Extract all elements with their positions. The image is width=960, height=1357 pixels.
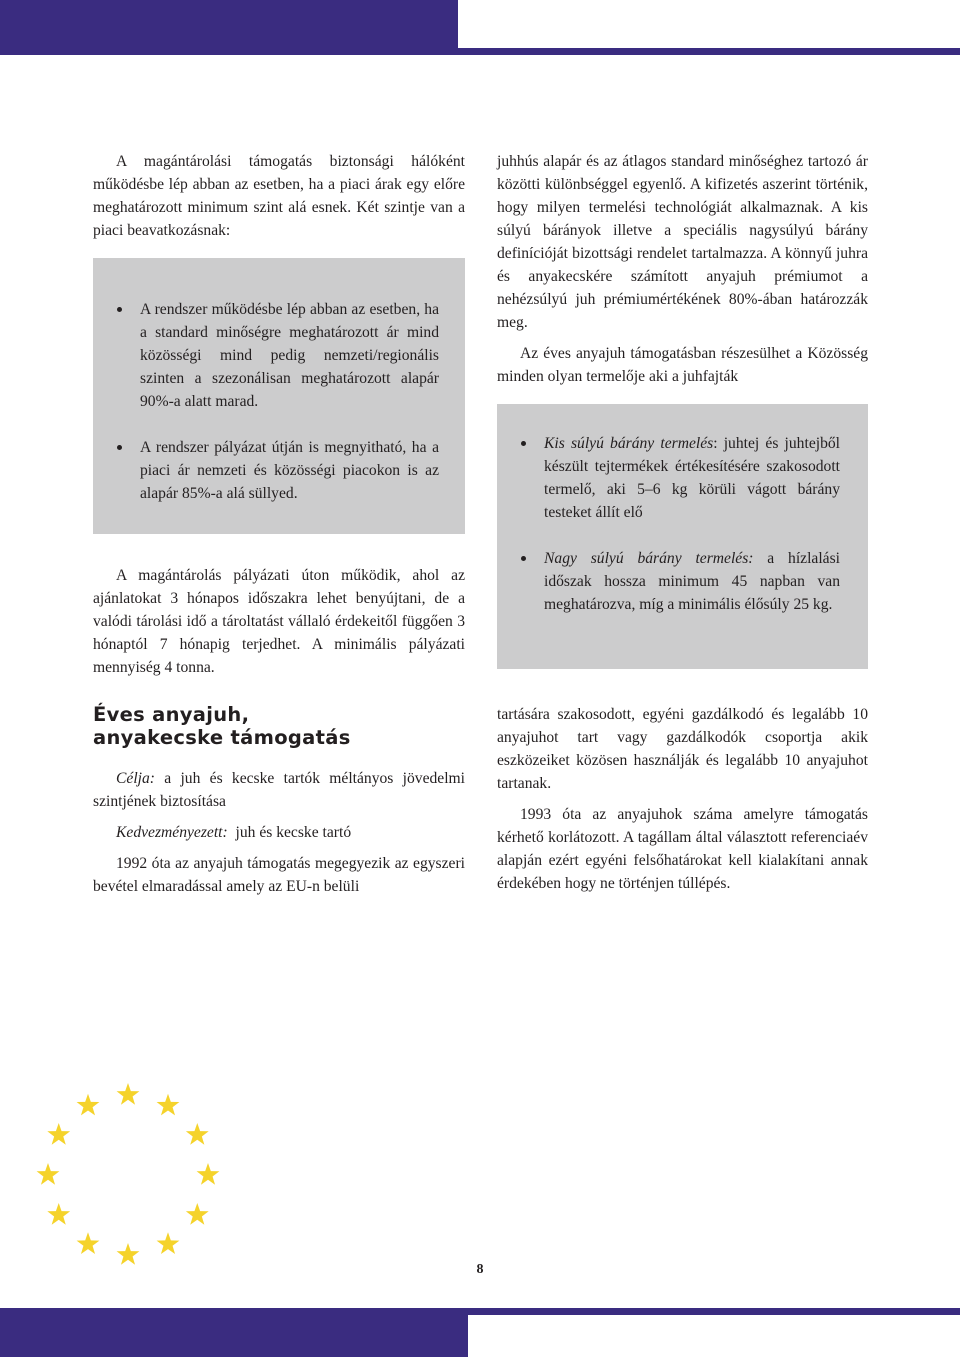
- intervention-levels-box: [93, 258, 465, 534]
- section-heading: Éves anyajuh, anyakecske támogatás: [93, 703, 351, 749]
- star-icon: [186, 1123, 209, 1145]
- star-icon: [77, 1232, 100, 1254]
- star-icon: [197, 1163, 220, 1185]
- tender-paragraph: A magántárolás pályázati úton működik, ahol az ajánlatokat 3 hónapos időszakra lehet benyújtani, de a valódi tárolási idő a tároltatást vállaló érdekeitől függően 3 hónaptól 7 hónapig terjedhet. A minimális pályázati mennyiség 4 tonna.: [93, 567, 465, 676]
- premium-paragraph: 1992 óta az anyajuh támogatás megegyezik az egyszeri bevétel elmaradással amely az EU-n belüli: [93, 855, 465, 895]
- intervention-levels-list: [117, 298, 439, 505]
- purpose-paragraph: Célja: a juh és kecske tartók méltányos jövedelmi szintjének biztosítása: [93, 770, 465, 810]
- star-icon: [77, 1094, 100, 1116]
- star-icon: [117, 1243, 140, 1265]
- star-icon: [157, 1232, 180, 1254]
- list-item: Nagy súlyú bárány termelés: a hízlalási időszak hossza minimum 45 napban van meghatározva, míg a minimális élősúly 25 kg.: [521, 547, 840, 616]
- purpose-label: Célja:: [116, 770, 155, 787]
- bullet-icon: [117, 445, 122, 450]
- header-rule: [458, 48, 960, 55]
- eligibility-paragraph: Az éves anyajuh támogatásban részesülhet a Közösség minden olyan termelője aki a juhfajták: [497, 345, 868, 385]
- star-icon: [157, 1094, 180, 1116]
- star-icon: [47, 1203, 70, 1225]
- quota-paragraph: 1993 óta az anyajuhok száma amelyre támogatás kérhető korlátozott. A tagállam által választott referenciaév alapján ezért egyéni felsőhatárokat kell kialakítani annak érdekében hogy ne történjen túllépés.: [497, 806, 868, 892]
- left-column: [93, 150, 465, 898]
- beneficiary-label: Kedvezményezett:: [116, 824, 228, 841]
- right-column: [497, 150, 868, 895]
- beneficiary-paragraph: Kedvezményezett: juh és kecske tartó: [116, 824, 352, 841]
- continuation-paragraph: juhhús alapár és az átlagos standard minőséghez tartozó ár közötti különbséggel egyenlő. A kifizetés aszerint történik, hogy milyen termelési technológiát alkalmaznak. A kis súlyú bárányok illetve a speciális nagysúlyú bárány definícióját bizottsági rendelet tartalmazza. A könnyű juhra és anyakecskére számított anyajuh prémiumot a nehézsúlyú juh prémiumértékének 80%-ában határozzák meg.: [497, 153, 868, 331]
- lamb-production-list: [521, 432, 840, 616]
- eu-stars-emblem: [28, 1078, 228, 1278]
- footer-band: [0, 1308, 468, 1357]
- list-item: Kis súlyú bárány termelés: juhtej és juhtejből készült tejtermékek értékesítésére szakosodott termelő, aki 5–6 kg körüli vágott bárány testeket állít elő: [521, 432, 840, 524]
- list-item: A rendszer pályázat útján is megnyitható, ha a piaci ár nemzeti és közösségi piacokon is az alapár 85%-a alá süllyed.: [117, 436, 439, 505]
- star-icon: [47, 1123, 70, 1145]
- bullet-icon: [521, 556, 526, 561]
- footer-rule: [468, 1308, 960, 1315]
- bullet-icon: [521, 441, 526, 446]
- star-icon: [186, 1203, 209, 1225]
- star-icon: [117, 1083, 140, 1105]
- bullet-icon: [117, 307, 122, 312]
- star-icon: [37, 1163, 60, 1185]
- producers-paragraph: tartására szakosodott, egyéni gazdálkodó és legalább 10 anyajuhot tart vagy gazdálkodók csoportja akik eszközeiket közösen használják és legalább 10 anyajuhot tartanak.: [497, 706, 868, 792]
- page-number: 8: [476, 1262, 484, 1277]
- header-band: [0, 0, 458, 55]
- lamb-production-box: [497, 404, 868, 669]
- list-item: A rendszer működésbe lép abban az esetben, ha a standard minőségre meghatározott ár mind közösségi mind pedig nemzeti/regionális szinten a szezonálisan meghatározott alapár 90%-a alatt marad.: [117, 298, 439, 413]
- intro-paragraph: A magántárolási támogatás biztonsági hálóként működésbe lép abban az esetben, ha a piaci árak egy előre meghatározott minimum szint alá esnek. Két szintje van a piaci beavatkozásnak:: [93, 153, 465, 239]
